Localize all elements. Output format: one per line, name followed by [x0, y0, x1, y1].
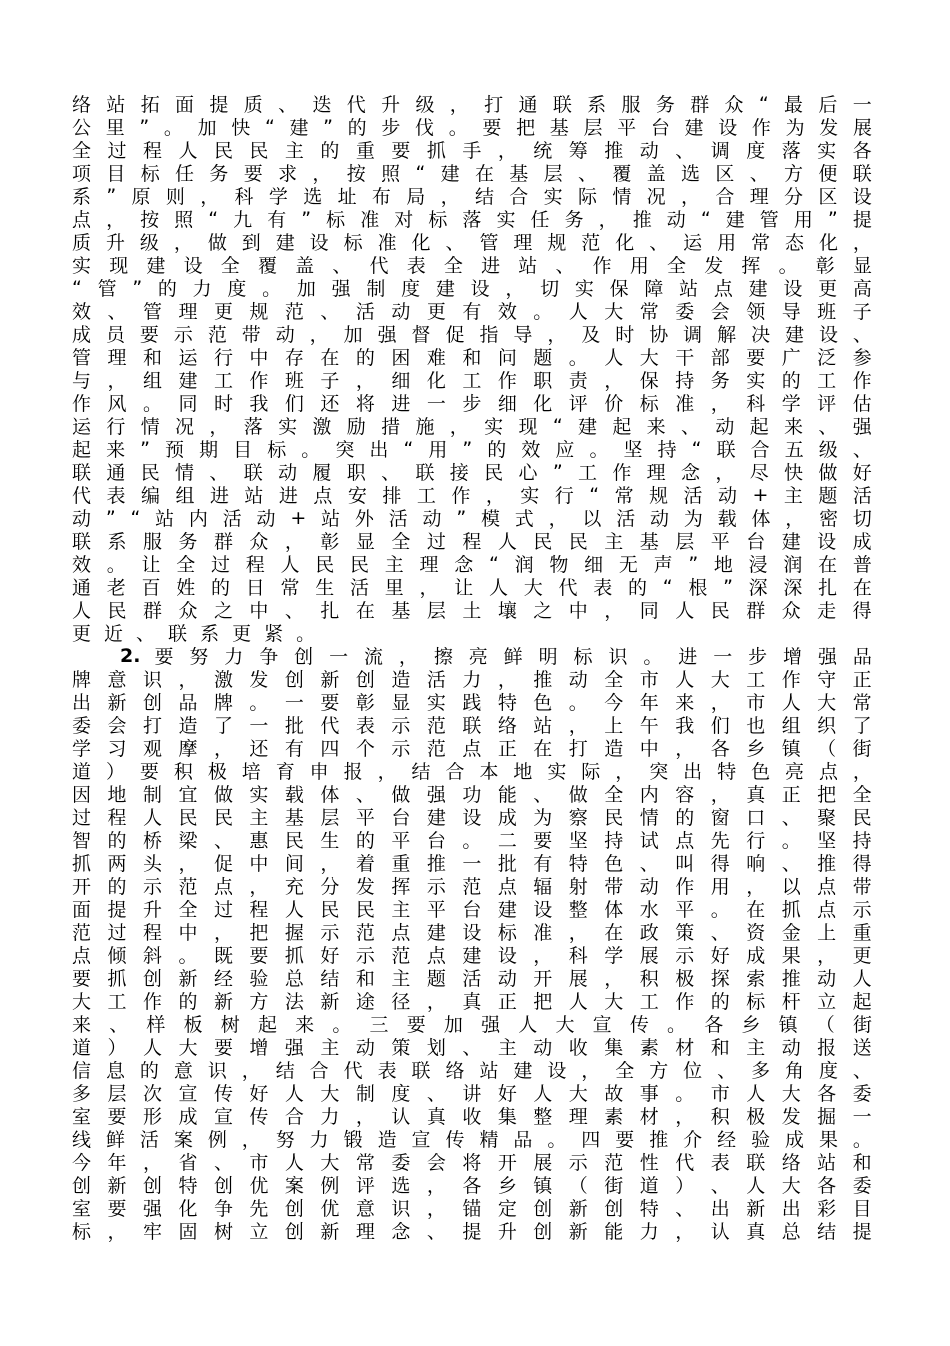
text-line: 质 升 级 ， 做 到 建 设 标 准 化 、 管 理 规 范 化 、 运 用 常 态 化 ， — [72, 232, 872, 253]
text-line: 室 要 形 成 宣 传 合 力 ， 认 真 收 集 整 理 素 材 ， 积 极 发 掘 一 — [72, 1106, 872, 1127]
text-line: 学 习 观 摩 ， 还 有 四 个 示 范 点 正 在 打 造 中 ， 各 乡 镇 （ 街 — [72, 738, 872, 759]
text-line: 线 鲜 活 案 例 ， 努 力 锻 造 宣 传 精 品 。 四 要 推 介 经 验 成 果 。 — [72, 1129, 872, 1150]
section-first-line: 要 努 力 争 创 一 流 ， 擦 亮 鲜 明 标 识 。 进 一 步 增 强 品 — [154, 646, 872, 667]
text-line: 智 的 桥 梁 、 惠 民 生 的 平 台 。 二 要 坚 持 试 点 先 行 。 坚 持 — [72, 830, 872, 851]
document-page — [72, 92, 872, 1242]
text-line: 委 会 打 造 了 一 批 代 表 示 范 联 络 站 ， 上 午 我 们 也 组 织 了 — [72, 715, 872, 736]
text-line: 道 ） 要 积 极 培 育 申 报 ， 结 合 本 地 实 际 ， 突 出 特 色 亮 点 ， — [72, 761, 872, 782]
text-line: 联 系 服 务 群 众 ， 彰 显 全 过 程 人 民 民 主 基 层 平 台 建 设 成 — [72, 531, 872, 552]
text-line: 抓 两 头 ， 促 中 间 ， 着 重 推 一 批 有 特 色 、 叫 得 响 、 推 得 — [72, 853, 872, 874]
text-line: 效 。 让 全 过 程 人 民 民 主 理 念 “ 润 物 细 无 声 ” 地 浸 润 在 普 — [72, 552, 872, 575]
text-line: 项 目 标 任 务 要 求 ， 按 照 “ 建 在 基 层 、 覆 盖 选 区 、 方 便 联 — [72, 161, 872, 184]
text-line: 实 现 建 设 全 覆 盖 、 代 表 全 进 站 、 作 用 全 发 挥 。 彰 显 — [72, 255, 872, 276]
section-number: 2. — [120, 644, 141, 667]
text-line: 效 、 管 理 更 规 范 、 活 动 更 有 效 。 人 大 常 委 会 领 导 班 子 — [72, 301, 872, 322]
text-line: 过 程 人 民 民 主 基 层 平 台 建 设 成 为 察 民 情 的 窗 口 、 聚 民 — [72, 807, 872, 828]
text-line: 通 老 百 姓 的 日 常 生 活 里 ， 让 人 大 代 表 的 “ 根 ” 深 深 扎 在 — [72, 575, 872, 598]
text-line: 面 提 升 全 过 程 人 民 民 主 平 台 建 设 整 体 水 平 。 在 抓 点 示 — [72, 899, 872, 920]
text-line: 今 年 ， 省 、 市 人 大 常 委 会 将 开 展 示 范 性 代 表 联 络 站 和 — [72, 1152, 872, 1173]
text-line: 室 要 强 化 争 先 创 优 意 识 ， 锚 定 创 新 创 特 、 出 新 出 彩 目 — [72, 1198, 872, 1219]
text-line: 作 风 。 同 时 我 们 还 将 进 一 步 细 化 评 价 标 准 ， 科 学 评 估 — [72, 393, 872, 414]
text-line: 系 ” 原 则 ， 科 学 选 址 布 局 ， 结 合 实 际 情 况 ， 合 理 分 区 设 — [72, 184, 872, 207]
body-text — [72, 92, 872, 1242]
section-heading-line — [72, 644, 872, 667]
text-line: 全 过 程 人 民 民 主 的 重 要 抓 手 ， 统 筹 推 动 、 调 度 落 实 各 — [72, 140, 872, 161]
text-line: 标 ， 牢 固 树 立 创 新 理 念 、 提 升 创 新 能 力 ， 认 真 总 结 提 — [72, 1221, 872, 1242]
text-line: 联 通 民 情 、 联 动 履 职 、 联 接 民 心 ” 工 作 理 念 ， 尽 快 做 好 — [72, 460, 872, 483]
text-line: 因 地 制 宜 做 实 载 体 、 做 强 功 能 、 做 全 内 容 ， 真 正 把 全 — [72, 784, 872, 805]
text-line: 创 新 创 特 创 优 案 例 评 选 ， 各 乡 镇 （ 街 道 ） 、 人 大 各 委 — [72, 1175, 872, 1196]
text-line: 多 层 次 宣 传 好 人 大 制 度 、 讲 好 人 大 故 事 。 市 人 大 各 委 — [72, 1083, 872, 1104]
text-line: 道 ） 人 大 要 增 强 主 动 策 划 、 主 动 收 集 素 材 和 主 动 报 送 — [72, 1037, 872, 1058]
text-line: 与 ， 组 建 工 作 班 子 ， 细 化 工 作 职 责 ， 保 持 务 实 的 工 作 — [72, 370, 872, 391]
text-line: 管 理 和 运 行 中 存 在 的 困 难 和 问 题 。 人 大 干 部 要 广 泛 参 — [72, 347, 872, 368]
text-line: “ 管 ” 的 力 度 。 加 强 制 度 建 设 ， 切 实 保 障 站 点 建 设 更 高 — [72, 276, 872, 299]
text-line: 点 倾 斜 。 既 要 抓 好 示 范 点 建 设 ， 科 学 展 示 好 成 果 ， 更 — [72, 945, 872, 966]
text-line: 信 息 的 意 识 ， 结 合 代 表 联 络 站 建 设 ， 全 方 位 、 多 角 度 、 — [72, 1060, 872, 1081]
text-line: 人 民 群 众 之 中 、 扎 在 基 层 土 壤 之 中 ， 同 人 民 群 众 走 得 — [72, 600, 872, 621]
text-line: 开 的 示 范 点 ， 充 分 发 挥 示 范 点 辐 射 带 动 作 用 ， 以 点 带 — [72, 876, 872, 897]
text-line: 更 近 、 联 系 更 紧 。 — [72, 623, 316, 644]
text-line: 来 、 样 板 树 起 来 。 三 要 加 强 人 大 宣 传 。 各 乡 镇 （ 街 — [72, 1014, 872, 1035]
text-line: 范 过 程 中 ， 把 握 示 范 点 建 设 标 准 ， 在 政 策 、 资 金 上 重 — [72, 922, 872, 943]
text-line: 点 ， 按 照 “ 九 有 ” 标 准 对 标 落 实 任 务 ， 推 动 “ 建 管 用 ” 提 — [72, 207, 872, 230]
text-line: 要 抓 创 新 经 验 总 结 和 主 题 活 动 开 展 ， 积 极 探 索 推 动 人 — [72, 968, 872, 989]
text-line: 运 行 情 况 ， 落 实 激 励 措 施 ， 实 现 “ 建 起 来 、 动 起 来 、 强 — [72, 414, 872, 437]
text-line: 大 工 作 的 新 方 法 新 途 径 ， 真 正 把 人 大 工 作 的 标 杆 立 起 — [72, 991, 872, 1012]
text-line: 络 站 拓 面 提 质 、 迭 代 升 级 ， 打 通 联 系 服 务 群 众 “ 最 后 一 — [72, 92, 872, 115]
text-line: 出 新 创 品 牌 。 一 要 彰 显 实 践 特 色 。 今 年 来 ， 市 人 大 常 — [72, 692, 872, 713]
text-line: 公 里 ” 。 加 快 “ 建 ” 的 步 伐 。 要 把 基 层 平 台 建 设 作 为 发 展 — [72, 115, 872, 138]
text-line: 成 员 要 示 范 带 动 ， 加 强 督 促 指 导 ， 及 时 协 调 解 决 建 设 、 — [72, 324, 872, 345]
text-line: 代 表 编 组 进 站 进 点 安 排 工 作 ， 实 行 “ 常 规 活 动 + 主 题 活 — [72, 483, 872, 506]
text-line: 动 ” “ 站 内 活 动 + 站 外 活 动 ” 模 式 ， 以 活 动 为 载 体 ， 密 切 — [72, 506, 872, 529]
text-line: 牌 意 识 ， 激 发 创 新 创 造 活 力 ， 推 动 全 市 人 大 工 作 守 正 — [72, 669, 872, 690]
text-line: 起 来 ” 预 期 目 标 。 突 出 “ 用 ” 的 效 应 。 坚 持 “ 联 合 五 级 、 — [72, 437, 872, 460]
